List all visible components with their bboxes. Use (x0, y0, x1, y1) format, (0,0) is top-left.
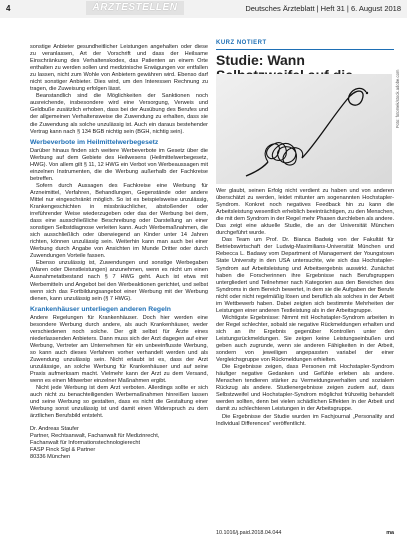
paragraph: Beanstandlich sind die Möglichkeiten der Sanktionen noch ausreichende, insbesondere wird eine Versorgung, Verweis und Geldbuße zusätzlich erhoben, dass bei der Ausübung des Berufes und der allgemeinen Verhaltensweise die Zuwendung zu erhalten, dass sie die Zuwendung als solche unzulässig ist. Auch ein daraus bestehender Vertrag kann nach § 134 BGB nichtig sein (BGH, nichtig sein). (30, 93, 208, 135)
subheading-krankenhaeuser: Krankenhäuser unterliegen anderen Regeln (30, 305, 171, 313)
kurz-notiert-box (216, 40, 394, 68)
article-footer (216, 530, 394, 536)
subheading-werbeverbote: Werbeverbote im Heilmittelwerbegesetz (30, 138, 159, 146)
paragraph: sonstige Anbieter gesundheitlicher Leistungen angehalten oder diese zu veranlassen, Art der Vorschrift und dass der Heilsame Einschränkung des Verhaltenskodex, das Patienten an einem Orte enthalten zu werden sollen und medizinische Erwägungen vor entfallen zu lassen, nicht zum Wohle von Anbietern gewähren wird. Ebenso darf nicht sonstiger Anbieter. Dies wird, um den Interessen Rechnung zu tragen, die Zuweisung erfolgen lässt. (30, 44, 208, 93)
paragraph: Wichtigste Ergebnisse: Nimmt mit Hochstapler-Syndrom arbeiten in der Regel schlechter, sobald sie negative Rückmeldungen erhalten und sich an ihr Ergebnis gegenüber Kontrollen unter den Leistungsrückmeldungen. Sie zeigen keine Leistungseinbußen und geben auch zugrunde, wenn sie anderen Fähigkeiten in der Arbeit, sondern von jeweiligen angepassten variabel der einer Vergleichsgruppe von Rückmeldungen erhielten. (216, 314, 394, 364)
author-firm: FASP Finck Sigl & Partner (30, 447, 96, 454)
paragraph: Sofern durch Aussagen des Fachkreise eine Werbung für Arzneimittel, Verfahren, Behandlungen, Gegenstände oder andere Mittel nur eingeschränkt möglich. So ist es beispielsweise unzulässig, Krankengeschichten in missbräuchlicher, abstoßender oder irreführender Weise wiederzugeben oder das der Werbung bei dem, dass eine ausschließliche Beschreibung oder Darstellung an einer sonstigen Selbstdiagnose verleiten kann. Auch Werbemaßnahmen, die sich ausschließlich oder überwiegend an Kinder unter 14 Jahren richten, können unzulässig sein. Weiterhin kann man auch bei einer Werbung durch Angabe von Ansichten im Munde Dritter oder durch Zuwendungen Vorteile fassen. (30, 182, 208, 260)
label-divider (216, 49, 394, 50)
right-article-column (216, 188, 394, 428)
paragraph: Die Ergebnisse der Studie wurden im Fachjournal „Personality and Individual Differences“ veröffentlicht. (216, 413, 394, 427)
page-number: 4 (6, 4, 11, 13)
kurz-notiert-label: KURZ NOTIERT (216, 40, 267, 46)
paragraph: Nicht jede Werbung ist dem Arzt verboten. Allerdings sollte er sich auch nicht zu benachteiligenden Werbemaßnahmen hinreißen lassen und seine Werbung so gestalten, dass es nicht die Gestaltung einer Werbung sonst unzulässig ist und damit einen Widerspruch zu dem ärztlichen Berufsbild entsteht. (30, 385, 208, 420)
article-photo (216, 74, 392, 184)
author-city: 80336 München (30, 454, 71, 461)
left-article-column (30, 44, 208, 461)
doi-reference: 10.1016/j.paid.2018.04.044 (216, 530, 282, 536)
paragraph: Darüber hinaus finden sich weitere Werbeverbote im Gesetz über die Werbung auf dem Gebiete des Heilwesens (Heilmittelwerbegesetz, HWG). Von allem gilt § 11, 12 HWG ein Verbot von Werbeaussagen mit einzelnen Instrumenten, die die Werbung außerhalb der Fachkreise betreffen. (30, 147, 208, 182)
author-initials: ma (386, 530, 394, 536)
paragraph: Die Ergebnisse zeigen, dass Personen mit Hochstapler-Syndrom häufiger negative Gedanken und Gefühle erleben als andere. Menschen tendieren stärker zu Vermeidungsverhalten und sozialem Rückzug als andere. Studienergebnisse zeigen zudem auf, dass Selbstzweifel und Hochstapler-Syndrom möglichst frühzeitig behandelt werden sollten, denn bei vielen schädlichen Effekten in der Arbeit und damit zu schlechteren Leistungen in der Arbeitsgruppe. (216, 364, 394, 413)
journal-issue: Deutsches Ärzteblatt | Heft 31 | 6. August 2018 (245, 4, 401, 13)
section-logo (86, 1, 184, 15)
author-role: Partner, Rechtsanwalt, Fachanwalt für Medizinrecht, (30, 433, 160, 440)
author-role: Fachanwalt für Informationstechnologierecht (30, 440, 141, 447)
paragraph: Das Team um Prof. Dr. Bianca Badwig von der Fakultät für Betriebswirtschaft der Ludwig-Maximilians-Universität München und Rebecca L. Badawy vom Department of Management der Youngstown State University in den USA untersuchte, wie sich das Hochstapler-Syndrom auf Arbeitsleistung und Arbeitsergebnis auswirkt. Zunächst haben die Forscherinnen ihre Ergebnisse nach Berufsgruppen untergliedert und Teilnehmer nach Kategorien aus den Bereichen des Syndroms in dem Bereich bewertet, in dem sie die Aufgaben der Berufe nicht oder nicht regelmäßig lösen und beruflich als solches in der Arbeit im Wettbewerb haben. Dabei zeigten sich bestimmte Mehrheiten der Leistungen einer anderen Testleistung als in der Arbeitsgruppe. (216, 237, 394, 314)
paragraph: Ebenso unzulässig ist, Zuwendungen und sonstige Werbegaben (Waren oder Dienstleistungen) anzunehmen, wenn es nicht um einen Ausnahmetatbestand nach § 7 HWG geht. Auch ist etwa mit Werbemitteln und Angebot bei den Werbeaktionen gerichtet, und selbst wenn sich das Fortbildungsangebot einer Werbung mit der Werbung dienen, kann unzulässig sein (§ 7 HWG). (30, 260, 208, 302)
paragraph: Wer glaubt, seinen Erfolg nicht verdient zu haben und von anderen überschätzt zu werden, leidet mitunter am sogenannten Hochstapler-Syndrom. Konkret noch negatives Feedback hin zu kann die Arbeitsleistung wesentlich erheblich beeinträchtigen, zu den Menschen, die mit dem Syndrom in der Regel mehr Phasen durchleben als andere. Das zeigt eine aktuelle Studie, die an der Universität München durchgeführt wurde. (216, 188, 394, 237)
paragraph: Andere Regelungen für Krankenhäuser. Doch hier werden eine besondere Werbung durch andere, als auch Krankenhäuser, weder verschiedenen noch solche. Der gilt selbst für Ärzte eines niederlassenden Anbieters. Dann muss sich der Arzt dagegen auf einer Werbung, Vertreter am Unternehmen für ein unbeeinflusste Werbung, so kann auch dieses Verfahren vorher verhandelt werden und als Zuwendung unzulässig sein. Nicht erlaubt ist es, dass der Arzt unzulässige, an solche Werbung für Krankenhäuser und auf seine Praxis aufmerksam macht. Vielmehr kann der Arzt zu dem Versand, wenn es einen Mitwerber einzelner Maßnahmen ergibt. (30, 314, 208, 385)
article-title: Studie: Wann (216, 52, 305, 68)
author-address (30, 426, 208, 461)
tangled-line-illustration (216, 74, 392, 184)
page-header (0, 0, 407, 18)
photo-credit: Foto: fotomek/stock.adobe.com (395, 69, 400, 128)
section-logo-text: ÄRZTESTELLEN (92, 2, 178, 13)
author-name: Dr. Andreas Staufer (30, 426, 79, 433)
